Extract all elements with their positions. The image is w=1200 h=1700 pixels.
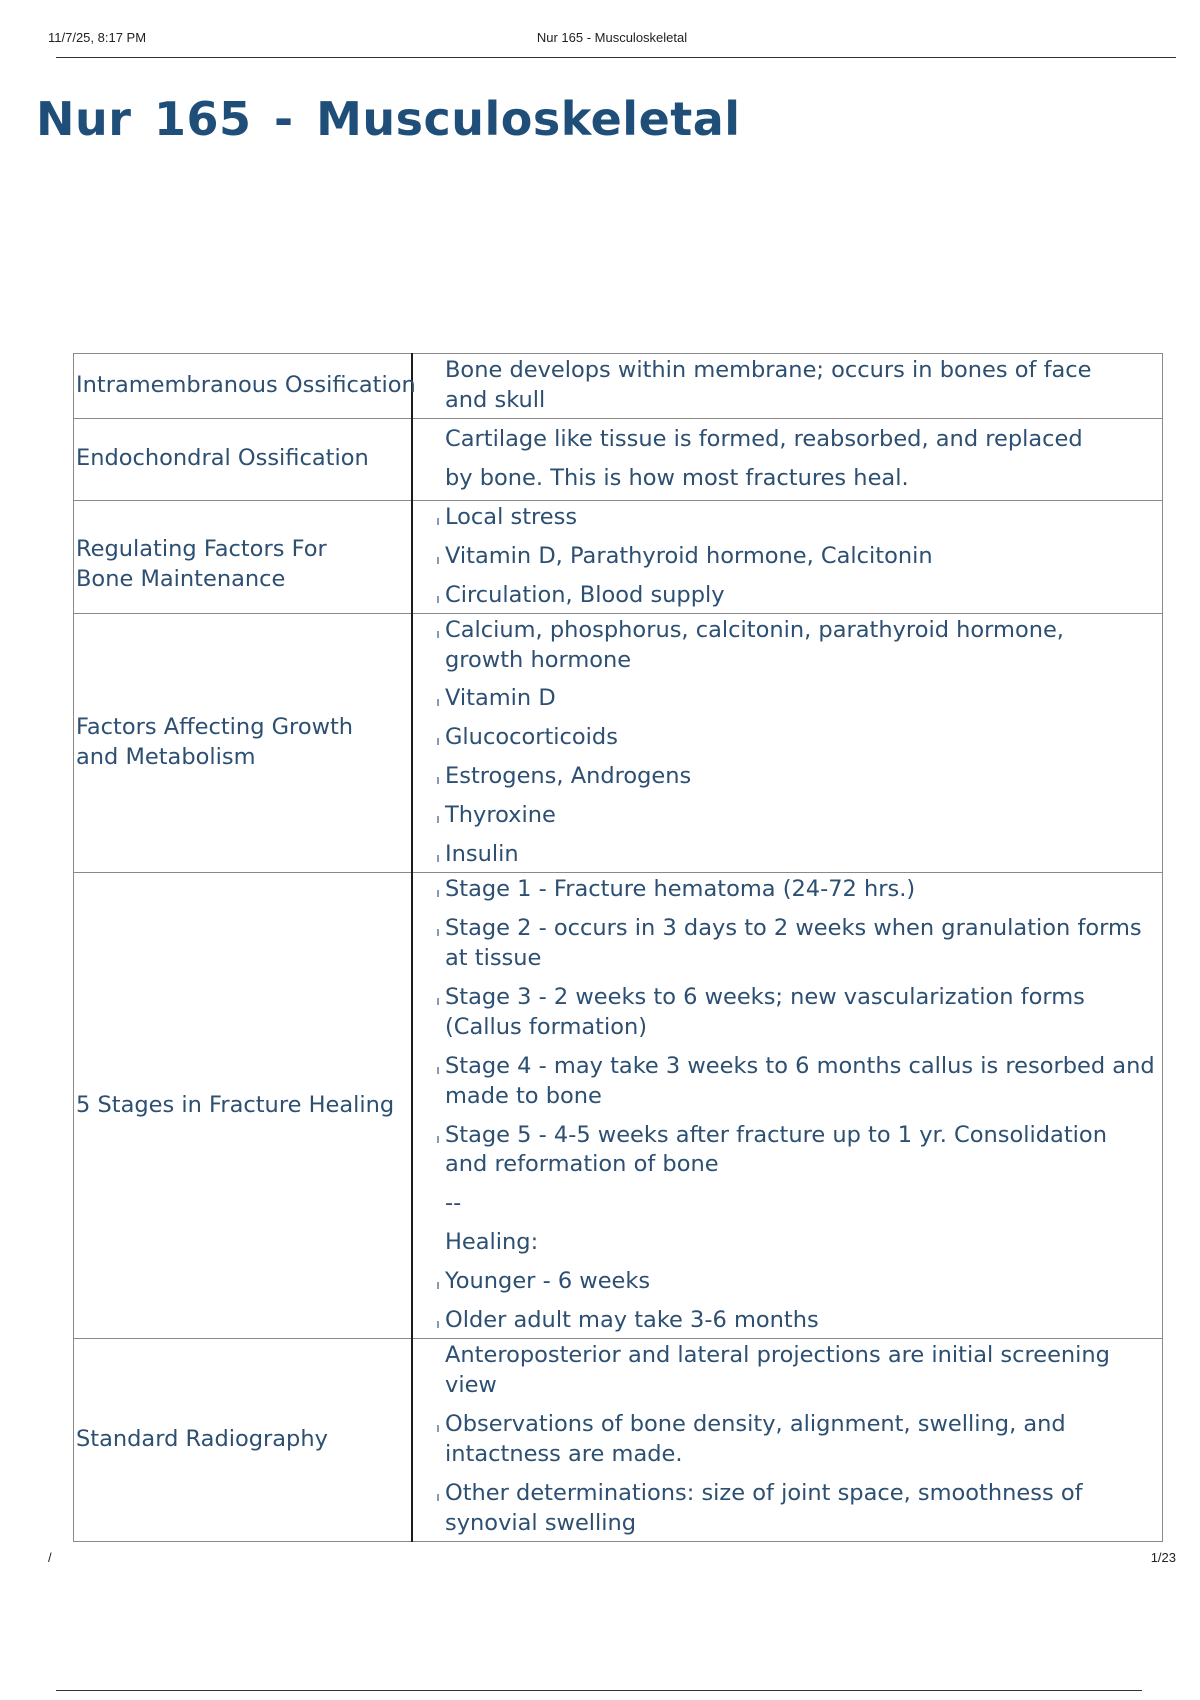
definition-cell (412, 613, 1163, 872)
footer-divider (56, 1690, 1142, 1691)
term-cell (74, 873, 413, 1339)
term-label: Factors Affecting Growth and Metabolism (76, 713, 354, 770)
table-row (74, 500, 1163, 613)
definition-cell (412, 1339, 1163, 1542)
bullet-item: Stage 3 - 2 weeks to 6 weeks; new vascularization forms (Callus formation) (437, 983, 1156, 1043)
notes-table (73, 353, 1163, 1542)
bullet-item: Local stress (437, 503, 1156, 533)
term-label: 5 Stages in Fracture Healing (76, 1091, 395, 1118)
table-row (74, 873, 1163, 1339)
bullet-item: Thyroxine (437, 801, 1156, 831)
print-page-title: Nur 165 - Musculoskeletal (536, 30, 688, 45)
bullet-item: Glucocorticoids (437, 723, 1156, 753)
bullet-item: Estrogens, Androgens (437, 762, 1156, 792)
print-header (48, 30, 1176, 56)
bullet-item: Calcium, phosphorus, calcitonin, parathyroid hormone, growth hormone (437, 616, 1156, 676)
definition-cell (412, 418, 1163, 500)
term-cell (74, 1339, 413, 1542)
definition-line: Cartilage like tissue is formed, reabsorbed, and replaced (445, 425, 1083, 452)
definition-line: Anteroposterior and lateral projections are initial screening view (445, 1342, 1110, 1398)
definition-cell (412, 500, 1163, 613)
document-title: Nur 165 - Musculoskeletal (36, 92, 741, 146)
term-cell (74, 354, 416, 419)
bullet-item: Stage 5 - 4-5 weeks after fracture up to 1 yr. Consolidation and reformation of bone (437, 1121, 1156, 1181)
bullet-item: Circulation, Blood supply (437, 581, 1156, 611)
bullet-item: Other determinations: size of joint space, smoothness of synovial swelling (437, 1479, 1156, 1539)
term-label: Regulating Factors For Bone Maintenance (76, 535, 327, 592)
table-row (74, 613, 1163, 872)
bullet-item: Stage 2 - occurs in 3 days to 2 weeks when granulation forms at tissue (437, 914, 1156, 974)
table-row (74, 418, 1163, 500)
term-cell (74, 613, 413, 872)
healing-heading: Healing: (445, 1229, 539, 1256)
term-cell (74, 418, 413, 500)
definition-cell (412, 873, 1163, 1339)
table-row (74, 1339, 1163, 1542)
bullet-item: Observations of bone density, alignment, swelling, and intactness are made. (437, 1410, 1156, 1470)
term-label: Endochondral Ossification (76, 445, 369, 472)
table-row (74, 354, 1163, 419)
print-timestamp: 11/7/25, 8:17 PM (48, 30, 147, 45)
bullet-item: Younger - 6 weeks (437, 1267, 1156, 1297)
definition-line: by bone. This is how most fractures heal. (445, 464, 909, 491)
bullet-item: Older adult may take 3-6 months (437, 1306, 1156, 1336)
bullet-item: Stage 1 - Fracture hematoma (24-72 hrs.) (437, 875, 1156, 905)
bullet-item: Insulin (437, 840, 1156, 870)
page-number: 1/23 (1150, 1550, 1176, 1565)
separator-text: -- (445, 1190, 462, 1217)
definition-line: Bone develops within membrane; occurs in bones of face and skull (445, 357, 1092, 413)
bullet-item: Vitamin D, Parathyroid hormone, Calcitonin (437, 542, 1156, 572)
term-label: Standard Radiography (76, 1425, 328, 1452)
bullet-item: Stage 4 - may take 3 weeks to 6 months callus is resorbed and made to bone (437, 1052, 1156, 1112)
definition-cell (412, 354, 1163, 419)
term-label: Intramembranous Ossification (76, 371, 416, 398)
bullet-item: Vitamin D (437, 684, 1156, 714)
term-cell (74, 500, 413, 613)
header-divider (56, 57, 1176, 58)
footer-path: / (48, 1550, 52, 1565)
